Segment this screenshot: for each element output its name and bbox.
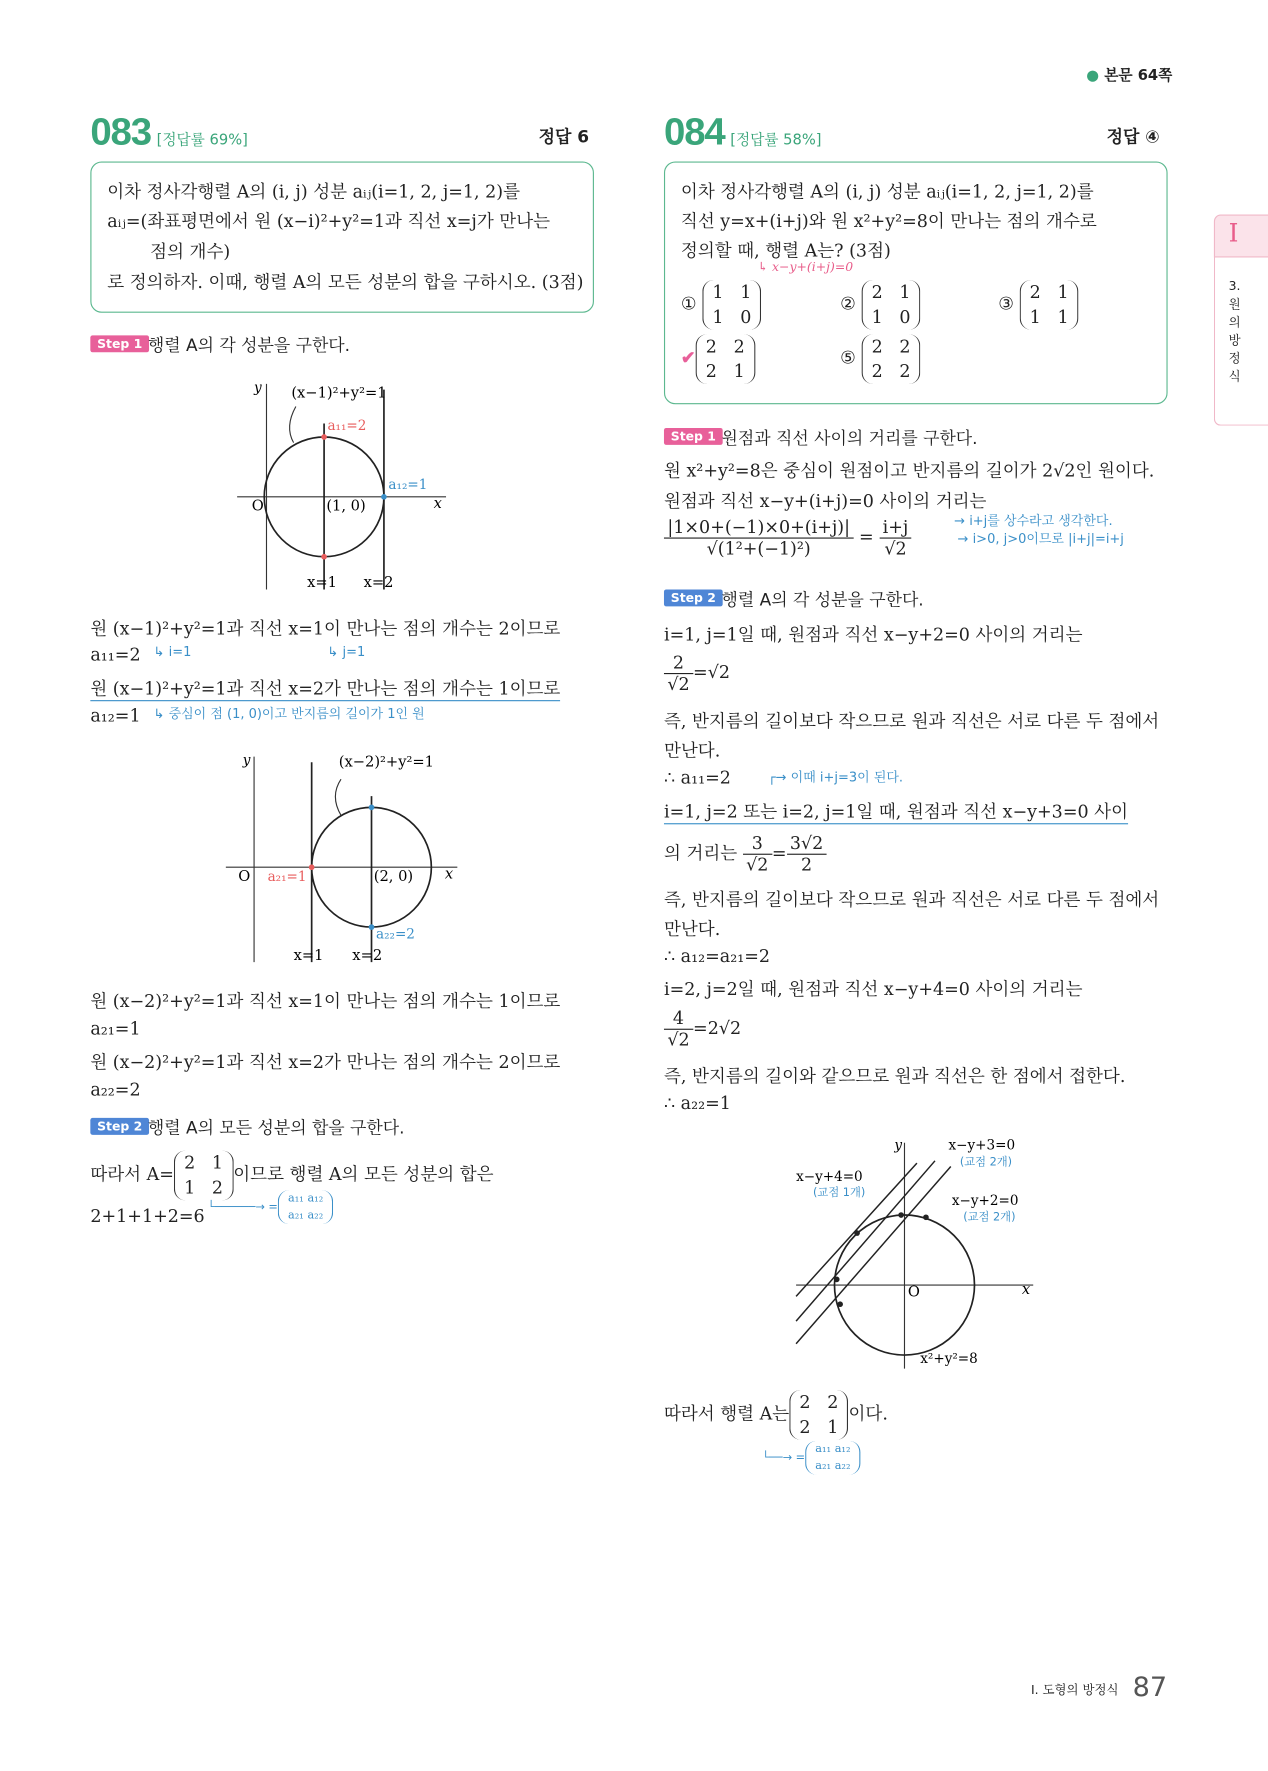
cell: 2: [871, 282, 883, 303]
solution-line: 만난다.: [663, 919, 721, 940]
line-label: x=2: [363, 574, 394, 592]
choice-1[interactable]: [681, 280, 762, 330]
cell: 1: [184, 1177, 196, 1199]
choice-5[interactable]: [840, 334, 921, 384]
choice-label: ⑤: [840, 347, 856, 369]
cell: a₁₁: [815, 1443, 832, 1456]
reference-text: 본문 64쪽: [1104, 67, 1173, 85]
denominator: √2: [746, 854, 769, 876]
question-line: 직선 y=x+(i+j)와 원 x²+y²=8이 만나는 점의 개수로: [680, 211, 1097, 232]
cell: 1: [1057, 307, 1069, 328]
cell: 2: [827, 1392, 839, 1413]
solution-line: 원 (x−1)²+y²=1과 직선 x=2가 만나는 점의 개수는 1이므로: [90, 675, 560, 701]
line-label: x−y+4=0: [796, 1169, 863, 1186]
solution-line: 즉, 반지름의 길이보다 작으므로 원과 직선은 서로 다른 두 점에서: [663, 889, 1160, 911]
step1-title: 행렬 A의 각 성분을 구한다.: [147, 335, 351, 356]
step1-badge: Step 1: [90, 335, 149, 352]
y-label: y: [894, 1137, 902, 1154]
y-label: y: [254, 379, 262, 396]
line-note: (교점 2개): [959, 1155, 1013, 1169]
correct-rate: [정답률 58%]: [730, 132, 822, 150]
cell: 1: [899, 282, 911, 303]
note-text: i>0, j>0이므로 |i+j|=i+j: [972, 530, 1124, 547]
cell: 1: [211, 1152, 224, 1174]
cell: 2: [871, 336, 883, 357]
a12-label: a₁₂=1: [388, 476, 428, 493]
step2-badge: Step 2: [664, 589, 723, 606]
choice-2[interactable]: [840, 280, 921, 330]
numerator: 2: [664, 653, 693, 674]
note-text: 중심이 점 (1, 0)이고 반지름의 길이가 1인 원: [168, 705, 425, 722]
line-label: x−y+2=0: [951, 1192, 1019, 1209]
note: → i+j를 상수라고 생각한다.: [954, 512, 1113, 529]
choice-label: ②: [840, 293, 856, 314]
intersection-point: [321, 554, 327, 560]
text: 따라서 행렬 A는: [663, 1403, 790, 1424]
center-label: (2, 0): [373, 867, 414, 885]
chapter-numeral: I: [1228, 220, 1239, 249]
rhs: =√2: [693, 662, 731, 683]
cell: 2: [799, 1392, 811, 1413]
cell: 0: [740, 307, 752, 328]
note: → i>0, j>0이므로 |i+j|=i+j: [957, 530, 1124, 547]
solution-line: ∴ a₁₂=a₂₁=2: [663, 946, 771, 967]
solution-line: 즉, 반지름의 길이보다 작으므로 원과 직선은 서로 다른 두 점에서: [663, 711, 1160, 732]
correct-rate: [정답률 69%]: [156, 132, 248, 150]
rhs: =2√2: [693, 1017, 742, 1039]
choice-3[interactable]: [998, 280, 1079, 330]
answer-label: 정답 ④: [1106, 126, 1160, 147]
note-text: j=1: [342, 643, 366, 660]
step1-title: 원점과 직선 사이의 거리를 구한다.: [721, 427, 978, 449]
question-line: 정의할 때, 행렬 A는? (3점): [680, 240, 891, 261]
fraction-line: [664, 833, 827, 875]
solution-line: 원 (x−2)²+y²=1과 직선 x=1이 만나는 점의 개수는 1이므로: [90, 991, 561, 1012]
question-note: ↳ x−y+(i+j)=0: [757, 259, 854, 275]
cell: a₁₂: [834, 1443, 851, 1456]
solution-line: i=1, j=2 또는 i=2, j=1일 때, 원점과 직선 x−y+3=0 사이: [664, 798, 1128, 824]
intersection-point: [369, 924, 375, 930]
note: ┌→ 이때 i+j=3이 된다.: [767, 768, 904, 785]
section-label: 3. 원의 방정식: [1228, 278, 1241, 384]
solution-line: a₂₂=2: [90, 1079, 141, 1100]
cell: 2: [799, 1417, 811, 1438]
text: 이므로 행렬 A의 모든 성분의 합은: [233, 1164, 494, 1185]
cell: a₂₂: [834, 1460, 851, 1473]
x-label: x: [1021, 1281, 1031, 1299]
x-label: x: [433, 495, 442, 513]
solution-line: 만난다.: [663, 740, 721, 762]
distance-formula: [664, 517, 912, 559]
problem-083-header: [90, 111, 248, 155]
x-label: x: [444, 865, 454, 883]
numerator: 4: [664, 1008, 693, 1029]
matrix-note: └──→ =a₁₁ a₁₂ a₂₁ a₂₂: [762, 1441, 860, 1475]
solution-line: ∴ a₁₁=2: [663, 767, 731, 789]
solution-line: 원 (x−2)²+y²=1과 직선 x=2가 만나는 점의 개수는 2이므로: [90, 1052, 561, 1073]
a22-label: a₂₂=2: [376, 926, 415, 943]
cell: 1: [740, 282, 752, 303]
numerator: 3√2: [787, 833, 827, 854]
eq: =: [771, 842, 787, 864]
solution-line: i=1, j=1일 때, 원점과 직선 x−y+2=0 사이의 거리는: [663, 624, 1083, 645]
fraction-line: [664, 1008, 741, 1050]
fraction-line: [664, 653, 730, 695]
solution-line: 원 x²+y²=8은 중심이 원점이고 반지름의 길이가 2√2인 원이다.: [663, 460, 1155, 482]
step1-badge: Step 1: [664, 428, 723, 445]
denominator: √2: [667, 1029, 690, 1051]
graph-circle-1: [226, 373, 463, 599]
section-tab[interactable]: [1214, 257, 1268, 425]
cell: 1: [712, 282, 724, 303]
note-text: i+j를 상수라고 생각한다.: [969, 512, 1113, 529]
problem-number: 083: [90, 110, 152, 154]
a21-label: a₂₁=1: [267, 868, 307, 885]
step2-title: 행렬 A의 모든 성분의 합을 구한다.: [147, 1117, 405, 1139]
intersection-point: [321, 434, 327, 440]
eq: =: [268, 1201, 278, 1214]
cell: 2: [705, 336, 717, 357]
cell: 2: [899, 361, 911, 382]
numerator: i+j: [879, 517, 911, 538]
numerator: |1×0+(−1)×0+(i+j)|: [664, 517, 853, 538]
question-line: 점의 개수): [150, 241, 231, 262]
cell: 1: [1057, 282, 1069, 303]
footer-chapter: Ⅰ. 도형의 방정식: [1030, 1682, 1119, 1698]
cell: 2: [211, 1177, 224, 1199]
text: 의 거리는: [663, 842, 738, 864]
cell: 2: [733, 336, 745, 357]
solution-line: ∴ a₂₂=1: [663, 1093, 731, 1114]
a11-label: a₁₁=2: [327, 418, 367, 435]
answer-label: 정답 6: [538, 126, 590, 147]
cell: 1: [733, 361, 745, 382]
denominator: √2: [667, 674, 690, 695]
question-box: [664, 161, 1168, 404]
sum-line: 2+1+1+2=6: [90, 1205, 205, 1227]
problem-084-header: [664, 111, 822, 155]
solution-line: 즉, 반지름의 길이와 같으므로 원과 직선은 한 점에서 접한다.: [663, 1065, 1126, 1087]
choice-4-selected[interactable]: [681, 334, 755, 384]
problem-number: 084: [663, 110, 725, 154]
page-number: 87: [1132, 1671, 1168, 1703]
question-box: [90, 161, 594, 312]
matrix-note: └──────→ =a₁₁ a₁₂ a₂₁ a₂₂: [208, 1190, 334, 1224]
text: 따라서 A=: [90, 1164, 174, 1185]
choice-label: ③: [998, 293, 1014, 314]
check-mark-icon: ✔: [680, 346, 696, 369]
question-line: aᵢⱼ=(좌표평면에서 원 (x−i)²+y²=1과 직선 x=j가 만나는: [107, 211, 551, 232]
line-label: x=1: [307, 574, 338, 592]
cell: a₂₁: [288, 1209, 304, 1222]
numerator: 3: [743, 833, 772, 854]
graph-lines-circle: [790, 1129, 1050, 1372]
circle-equation: (x−2)²+y²=1: [338, 753, 434, 771]
denominator: √2: [884, 538, 907, 559]
question-line: 이차 정사각행렬 A의 (i, j) 성분 aᵢⱼ(i=1, 2, j=1, 2)를: [107, 181, 521, 203]
graph-circle-2: [215, 745, 475, 971]
line-label: x−y+3=0: [948, 1137, 1016, 1154]
center-label: (1, 0): [326, 497, 366, 515]
note-text: x−y+(i+j)=0: [772, 259, 854, 275]
cell: 2: [899, 336, 911, 357]
origin-label: O: [251, 497, 264, 515]
y-label: y: [242, 752, 251, 769]
solution-line: 원 (x−1)²+y²=1과 직선 x=1이 만나는 점의 개수는 2이므로: [90, 618, 561, 640]
note: ↳ 중심이 점 (1, 0)이고 반지름의 길이가 1인 원: [153, 705, 425, 722]
question-line: 로 정의하자. 이때, 행렬 A의 모든 성분의 합을 구하시오. (3점): [107, 272, 584, 293]
solution-line: i=2, j=2일 때, 원점과 직선 x−y+4=0 사이의 거리는: [663, 979, 1083, 1000]
step2-title: 행렬 A의 각 성분을 구한다.: [721, 589, 924, 610]
step2-badge: Step 2: [90, 1118, 149, 1135]
origin-label: O: [907, 1283, 920, 1301]
cell: 2: [184, 1152, 196, 1174]
circle-equation: (x−1)²+y²=1: [291, 384, 387, 402]
choice-label: ①: [680, 293, 697, 314]
cell: a₂₁: [815, 1460, 832, 1473]
cell: 1: [827, 1417, 839, 1438]
conclusion-line: [664, 1389, 888, 1440]
cell: 0: [899, 307, 911, 328]
cell: a₁₁: [288, 1192, 304, 1205]
note: ↳ i=1: [153, 643, 192, 660]
cell: 1: [712, 307, 724, 328]
eq: =: [859, 526, 874, 548]
solution-line: 원점과 직선 x−y+(i+j)=0 사이의 거리는: [663, 491, 987, 512]
note: ↳ j=1: [327, 643, 366, 660]
circle-label: x²+y²=8: [920, 1350, 978, 1367]
tangent-point: [381, 494, 387, 500]
line-label: x=2: [352, 946, 383, 964]
text: 이다.: [848, 1403, 888, 1424]
denominator: √(1²+(−1)²): [706, 538, 811, 559]
line-note: (교점 1개): [813, 1185, 866, 1199]
denominator: 2: [801, 854, 813, 876]
origin-label: O: [238, 867, 251, 885]
cell: 2: [871, 361, 883, 382]
intersection-point: [369, 805, 375, 811]
solution-line: a₁₁=2: [90, 644, 141, 666]
page-reference: [1086, 63, 1172, 84]
circle-bullet-icon: ●: [1086, 67, 1100, 85]
eq: =: [795, 1452, 806, 1465]
tangent-point: [309, 864, 315, 870]
note-text: 이때 i+j=3이 된다.: [790, 768, 904, 785]
cell: a₂₂: [307, 1209, 324, 1222]
chapter-tab[interactable]: [1214, 215, 1268, 258]
cell: 2: [705, 361, 717, 382]
note-text: i=1: [168, 643, 192, 660]
cell: 1: [1029, 307, 1041, 328]
line-note: (교점 2개): [963, 1210, 1016, 1224]
cell: 1: [871, 307, 883, 328]
solution-line: a₂₁=1: [90, 1018, 141, 1039]
question-line: 이차 정사각행렬 A의 (i, j) 성분 aᵢⱼ(i=1, 2, j=1, 2)를: [680, 181, 1094, 203]
solution-line: a₁₂=1: [90, 705, 141, 727]
line-label: x=1: [293, 946, 324, 964]
cell: a₁₂: [307, 1192, 324, 1205]
cell: 2: [1029, 282, 1041, 303]
